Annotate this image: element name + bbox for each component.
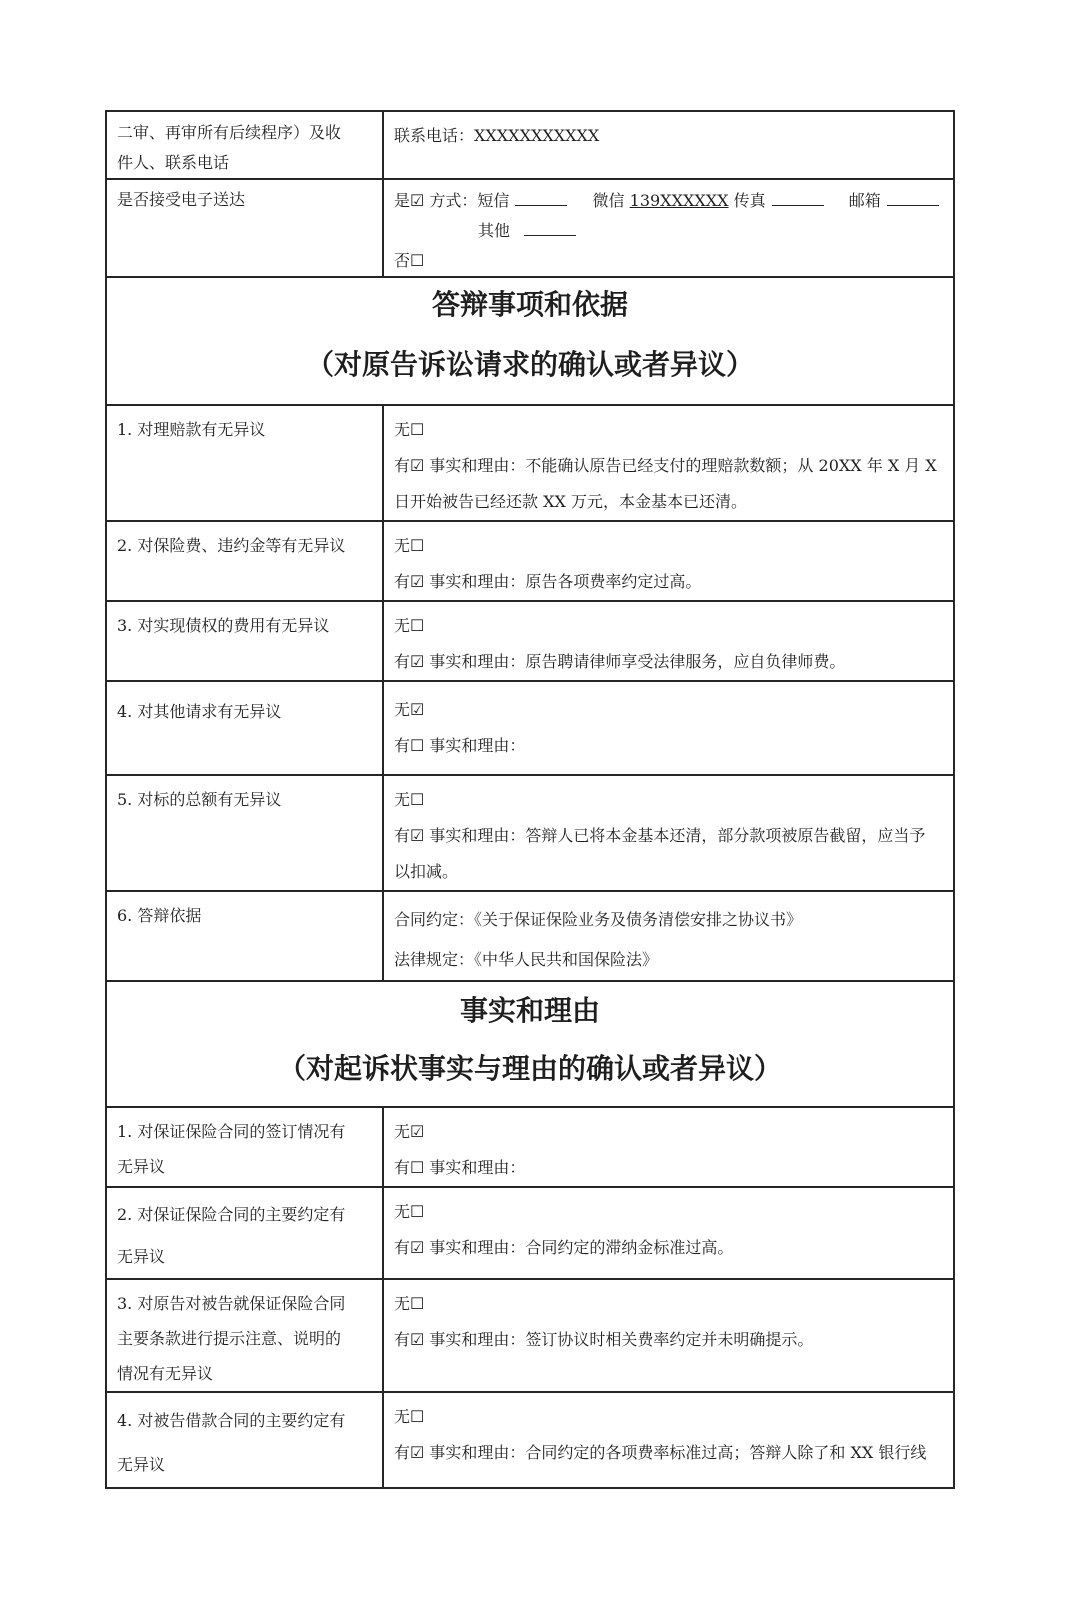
- section2-subtitle: （对起诉状事实与理由的确认或者异议）: [277, 1052, 782, 1085]
- s1-item-2-label: 2. 对保险费、违约金等有无异议: [106, 521, 383, 601]
- electronic-service-label: 是否接受电子送达: [106, 179, 383, 277]
- phone-field: 联系电话：XXXXXXXXXXX: [394, 126, 600, 145]
- section2-title: 事实和理由: [459, 994, 600, 1027]
- section1-subtitle: （对原告诉讼请求的确认或者异议）: [305, 348, 754, 381]
- s1-item-3-label: 3. 对实现债权的费用有无异议: [106, 601, 383, 681]
- s1-item-3-row: [106, 601, 954, 681]
- phone-cell: [383, 111, 954, 179]
- s1-item-2-answer: 无☐ 有☑ 事实和理由：原告各项费率约定过高。: [383, 521, 954, 601]
- s1-item-2-row: [106, 521, 954, 601]
- s2-item-4-row: [106, 1392, 954, 1488]
- electronic-yes-option: 是☑ 方式：短信: [394, 191, 510, 210]
- s2-item-4-label: 4. 对被告借款合同的主要约定有 无异议: [106, 1392, 383, 1488]
- sms-blank: [515, 189, 567, 206]
- s1-item-6-label: 6. 答辩依据: [106, 891, 383, 981]
- email-blank: [887, 189, 939, 206]
- s1-item-1-label: 1. 对理赔款有无异议: [106, 405, 383, 521]
- section1-header: [106, 277, 954, 405]
- other-blank: [524, 219, 576, 236]
- other-label: 其他: [478, 221, 511, 240]
- section1-title: 答辩事项和依据: [431, 288, 628, 321]
- s1-item-1-answer: 无☐ 有☑ 事实和理由：不能确认原告已经支付的理赔款数额；从 20XX 年 X 月 X 日开始被告已经还款 XX 万元，本金基本已还清。: [383, 405, 954, 521]
- s1-item-4-label: 4. 对其他请求有无异议: [106, 681, 383, 775]
- email-label: 邮箱: [848, 191, 881, 210]
- s1-item-6-answer: 合同约定：《关于保证保险业务及债务清偿安排之协议书》 法律规定：《中华人民共和国保险法》: [383, 891, 954, 981]
- wechat-value: 139XXXXXX: [629, 191, 729, 210]
- fax-blank: [772, 189, 824, 206]
- s2-item-3-row: [106, 1279, 954, 1392]
- wechat-label: 微信: [592, 191, 625, 210]
- service-address-label: 二审、再审所有后续程序）及收 件人、联系电话: [106, 111, 383, 179]
- s1-item-4-answer: 无☑ 有☐ 事实和理由：: [383, 681, 954, 775]
- section2-header-row: [106, 981, 954, 1107]
- service-address-row: [106, 111, 954, 179]
- section1-header-row: [106, 277, 954, 405]
- s1-item-5-label: 5. 对标的总额有无异议: [106, 775, 383, 891]
- section2-header: [106, 981, 954, 1107]
- s2-item-1-answer: 无☑ 有☐ 事实和理由：: [383, 1107, 954, 1187]
- s2-item-2-row: [106, 1187, 954, 1279]
- s1-item-5-row: [106, 775, 954, 891]
- fax-label: 传真: [733, 191, 766, 210]
- s2-item-2-answer: 无☐ 有☑ 事实和理由：合同约定的滞纳金标准过高。: [383, 1187, 954, 1279]
- s2-item-3-label: 3. 对原告对被告就保证保险合同 主要条款进行提示注意、说明的 情况有无异议: [106, 1279, 383, 1392]
- electronic-service-row: [106, 179, 954, 277]
- s2-item-3-answer: 无☐ 有☑ 事实和理由：签订协议时相关费率约定并未明确提示。: [383, 1279, 954, 1392]
- electronic-service-options: [383, 179, 954, 277]
- s2-item-1-label: 1. 对保证保险合同的签订情况有 无异议: [106, 1107, 383, 1187]
- s2-item-4-answer: 无☐ 有☑ 事实和理由：合同约定的各项费率标准过高；答辩人除了和 XX 银行线: [383, 1392, 954, 1488]
- s2-item-1-row: [106, 1107, 954, 1187]
- s1-item-6-row: [106, 891, 954, 981]
- s1-item-3-answer: 无☐ 有☑ 事实和理由：原告聘请律师享受法律服务，应自负律师费。: [383, 601, 954, 681]
- electronic-no-option: 否☐: [394, 251, 425, 270]
- defense-form-table: [105, 110, 955, 1489]
- s2-item-2-label: 2. 对保证保险合同的主要约定有 无异议: [106, 1187, 383, 1279]
- s1-item-5-answer: 无☐ 有☑ 事实和理由：答辩人已将本金基本还清，部分款项被原告截留，应当予 以扣减。: [383, 775, 954, 891]
- s1-item-4-row: [106, 681, 954, 775]
- court-form-page: [105, 110, 955, 1489]
- s1-item-1-row: [106, 405, 954, 521]
